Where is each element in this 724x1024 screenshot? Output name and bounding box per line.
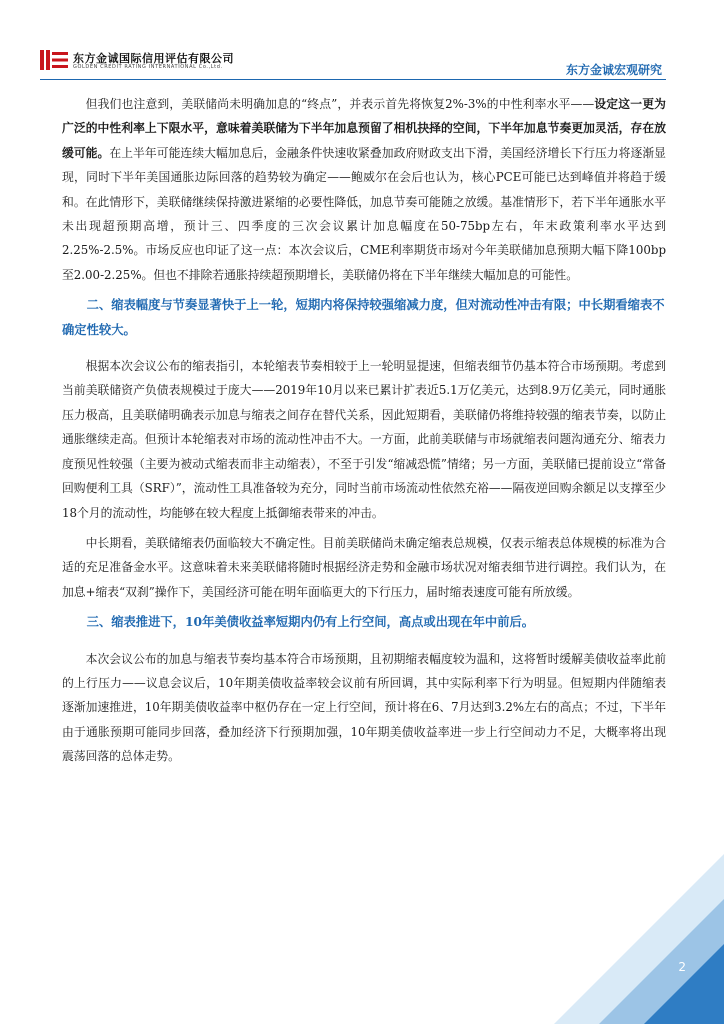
paragraph-3: 中长期看，美联储缩表仍面临较大不确定性。目前美联储尚未确定缩表总规模，仅表示缩表总体规模的标准为合适的充足准备金水平。这意味着未来美联储将随时根据经济走势和金融市场状况对缩表细节进行调控。我们认为，在加息+缩表“双刹”操作下，美国经济可能在明年面临更大的下行压力，届时缩表速度可能有所放缓。 (62, 535, 666, 599)
paragraph-1 (62, 92, 666, 287)
header-divider (40, 79, 666, 80)
section-heading-3: 三、缩表推进下，10年美债收益率短期内仍有上行空间，高点或出现在年中前后。 (86, 614, 535, 630)
report-body (62, 92, 666, 775)
section-heading-2: 二、缩表幅度与节奏显著快于上一轮，短期内将保持较强缩减力度，但对流动性冲击有限；中长期看缩表不确定性较大。 (62, 297, 665, 337)
paragraph-1-intro: 但我们也注意到，美联储尚未明确加息的“终点”，并表示首先将恢复2%-3%的中性利率水平—— (85, 97, 595, 111)
company-name-en: GOLDEN CREDIT RATING INTERNATIONAL Co.,Ltd. (73, 64, 223, 70)
company-name-cn: 东方金诚国际信用评估有限公司 (73, 52, 234, 65)
corner-decoration (554, 854, 724, 1024)
report-series-title: 东方金诚宏观研究 (565, 63, 662, 77)
page-header (0, 0, 724, 80)
page-number: 2 (678, 960, 686, 974)
paragraph-4: 本次会议公布的加息与缩表节奏均基本符合市场预期，且初期缩表幅度较为温和，这将暂时缓解美债收益率此前的上行压力——议息会议后，10年期美债收益率较会议前有所回调，其中实际利率下行为明显。但短期内伴随缩表逐渐加速推进，10年期美债收益率中枢仍存在一定上行空间，预计将在6、7月达到3.2%左右的高点；不过，下半年由于通胀预期可能同步回落，叠加经济下行预期加强，10年期美债收益率进一步上行空间动力不足，大概率将出现震荡回落的总体走势。 (62, 651, 666, 764)
company-logo-icon (40, 50, 70, 70)
paragraph-1-emphasis: 设定这一更为广泛的中性利率上下限水平，意味着美联储为下半年加息预留了相机抉择的空间，下半年加息节奏更加灵活，存在放缓可能。 (62, 97, 666, 160)
paragraph-2: 根据本次会议公布的缩表指引，本轮缩表节奏相较于上一轮明显提速，但缩表细节仍基本符合市场预期。考虑到当前美联储资产负债表规模过于庞大——2019年10月以来已累计扩表近5.1万亿美元，达到8.9万亿美元，同时通胀压力极高，且美联储明确表示加息与缩表之间存在替代关系，因此短期看，美联储仍将维持较强的缩表节奏，以防止通胀继续走高。但预计本轮缩表对市场的流动性冲击不大。一方面，此前美联储与市场就缩表问题沟通充分、缩表力度预见性较强（主要为被动式缩表而非主动缩表），不至于引发“缩减恐慌”情绪；另一方面，美联储已提前设立“常备回购便利工具（SRF）”，流动性工具准备较为充分，同时当前市场流动性依然充裕——隔夜逆回购余额足以支撑至少18个月的流动性，均能够在较大程度上抵御缩表带来的冲击。 (62, 359, 666, 520)
paragraph-1-rest: 在上半年可能连续大幅加息后，金融条件快速收紧叠加政府财政支出下滑，美国经济增长下行压力将逐渐显现，同时下半年美国通胀边际回落的趋势较为确定——鲍威尔在会后也认为，核心PCE可能已达到峰值并将趋于缓和。在此情形下，美联储继续保持激进紧缩的必要性降低，加息节奏可能随之放缓。基准情形下，若下半年通胀水平未出现超预期高增，预计三、四季度的三次会议累计加息幅度在50-75bp左右，年末政策利率水平达到2.25%-2.5%。市场反应也印证了这一点：本次会议后，CME利率期货市场对今年美联储加息预期大幅下降100bp至2.00-2.25%。但也不排除若通胀持续超预期增长，美联储仍将在下半年继续大幅加息的可能性。 (62, 145, 666, 282)
